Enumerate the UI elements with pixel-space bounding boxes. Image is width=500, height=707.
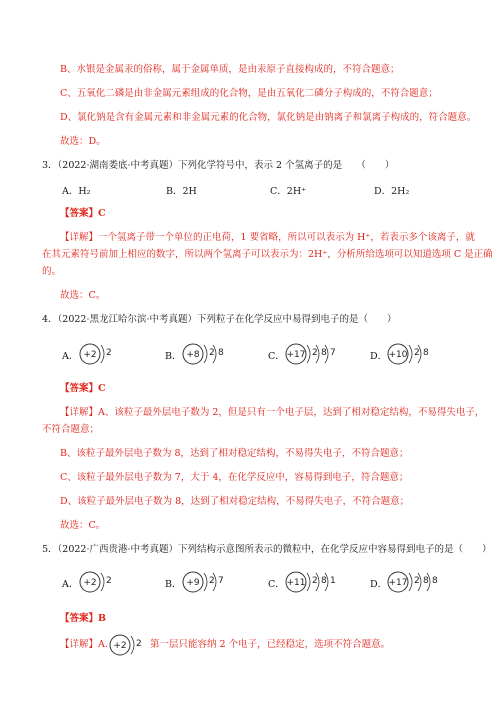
electron-shell-arc [307, 345, 310, 363]
q4-detail-c: C、该粒子最外层电子数为 7，大于 4，在化学反应中，容易得到电子，符合题意； [60, 472, 409, 483]
q4-detail-b: B、该粒子最外层电子数为 8，达到了相对稳定结构，不易得失电子，不符合题意； [60, 448, 409, 459]
electron-count: 8 [423, 348, 429, 358]
option-label: A． [62, 579, 79, 590]
option-label: C． [268, 579, 285, 590]
q3-option-a: A．H₂ [62, 186, 91, 197]
q3-option-b: B．2H [166, 186, 197, 197]
q5-detail-text: 第一层只能容纳 2 个电子，已经稳定，选项不符合题意。 [150, 639, 391, 650]
nucleus-charge: +2 [83, 350, 97, 360]
electron-count: 2 [414, 576, 420, 586]
q3-answer: 【答案】C [60, 208, 106, 219]
nucleus-charge: +2 [113, 641, 127, 651]
electron-count: 2 [414, 348, 420, 358]
q4-conclusion: 故选：C。 [60, 520, 106, 531]
prev-option-b-explanation: B、水银是金属汞的俗称，属于金属单质，是由汞原子直接构成的，不符合题意； [60, 64, 400, 75]
option-label: B． [165, 579, 182, 590]
electron-shell-arc [204, 345, 207, 363]
nucleus-charge: +8 [186, 350, 200, 360]
electron-count: 2 [106, 348, 112, 358]
nucleus-charge: +17 [286, 350, 306, 360]
electron-count: 8 [321, 576, 327, 586]
electron-count: 7 [218, 576, 224, 586]
electron-count: 2 [106, 576, 112, 586]
prev-option-c-explanation: C、五氧化二磷是由非金属元素组成的化合物，是由五氧化二磷分子构成的，不符合题意； [60, 88, 438, 99]
electron-count: 8 [432, 576, 438, 586]
electron-count: 8 [423, 576, 429, 586]
option-label: D． [370, 351, 388, 362]
electron-count: 2 [312, 348, 318, 358]
prev-option-d-explanation: D、氯化钠是含有金属元素和非金属元素的化合物，氯化钠是由钠离子和氯离子构成的，符合题意。 [60, 112, 477, 123]
electron-shell-arc [101, 345, 104, 363]
q3-conclusion: 故选：C。 [60, 290, 106, 301]
electron-shell-arc [409, 573, 412, 591]
q5-answer: 【答案】B [60, 613, 107, 624]
option-label: B． [165, 351, 182, 362]
q4-detail-a-line-1: 【详解】A、该粒子最外层电子数为 2，但是只有一个电子层，达到了相对稳定结构，不易得失电子， [60, 407, 485, 418]
electron-count: 2 [136, 639, 142, 649]
electron-shell-arc [307, 573, 310, 591]
q5-stem: 5．（2022·广西贵港·中考真题）下列结构示意图所表示的微粒中，在化学反应中容易得到电子的是（ ） [42, 544, 492, 555]
option-label: D． [370, 579, 388, 590]
q5-detail-prefix: 【详解】A. [60, 639, 108, 650]
nucleus-charge: +17 [388, 578, 408, 588]
nucleus-charge: +10 [388, 350, 408, 360]
electron-shell-arc [131, 636, 134, 654]
electron-shell-arc [409, 345, 412, 363]
option-label: A． [62, 351, 79, 362]
electron-count: 2 [209, 576, 215, 586]
option-label: C． [268, 351, 285, 362]
electron-shell-arc [101, 573, 104, 591]
nucleus-charge: +2 [83, 578, 97, 588]
nucleus-charge: +11 [286, 578, 306, 588]
q4-answer: 【答案】C [60, 383, 106, 394]
q3-detail-line-3: 的。 [42, 266, 62, 277]
nucleus-charge: +9 [186, 578, 200, 588]
prev-conclusion: 故选：D。 [60, 136, 106, 147]
detail-atom-a [108, 631, 149, 659]
electron-count: 8 [321, 348, 327, 358]
electron-count: 2 [209, 348, 215, 358]
electron-count: 2 [312, 576, 318, 586]
q3-stem: 3．（2022·湖南娄底·中考真题）下列化学符号中，表示 2 个氢离子的是 （ ） [42, 160, 395, 171]
q3-detail-line-1: 【详解】一个氢离子带一个单位的正电荷，1 要省略，所以可以表示为 H⁺，若表示多个该离子，就 [60, 232, 475, 243]
q4-detail-d: D、该粒子最外层电子数为 8，达到了相对稳定结构，不易得失电子，不符合题意； [60, 496, 410, 507]
q3-option-d: D．2H₂ [374, 186, 410, 197]
electron-shell-arc [204, 573, 207, 591]
electron-count: 7 [330, 348, 336, 358]
electron-count: 1 [330, 576, 336, 586]
q3-detail-line-2: 在其元素符号前加上相应的数字，所以两个氢离子可以表示为：2H⁺，分析所给选项可以知道选项 C 是正确 [42, 249, 493, 260]
q4-stem: 4．（2022·黑龙江哈尔滨·中考真题）下列粒子在化学反应中易得到电子的是（ ） [42, 314, 397, 325]
electron-count: 8 [218, 348, 224, 358]
q3-option-c: C．2H⁺ [270, 186, 307, 197]
q4-detail-a-line-2: 不符合题意； [42, 424, 100, 435]
